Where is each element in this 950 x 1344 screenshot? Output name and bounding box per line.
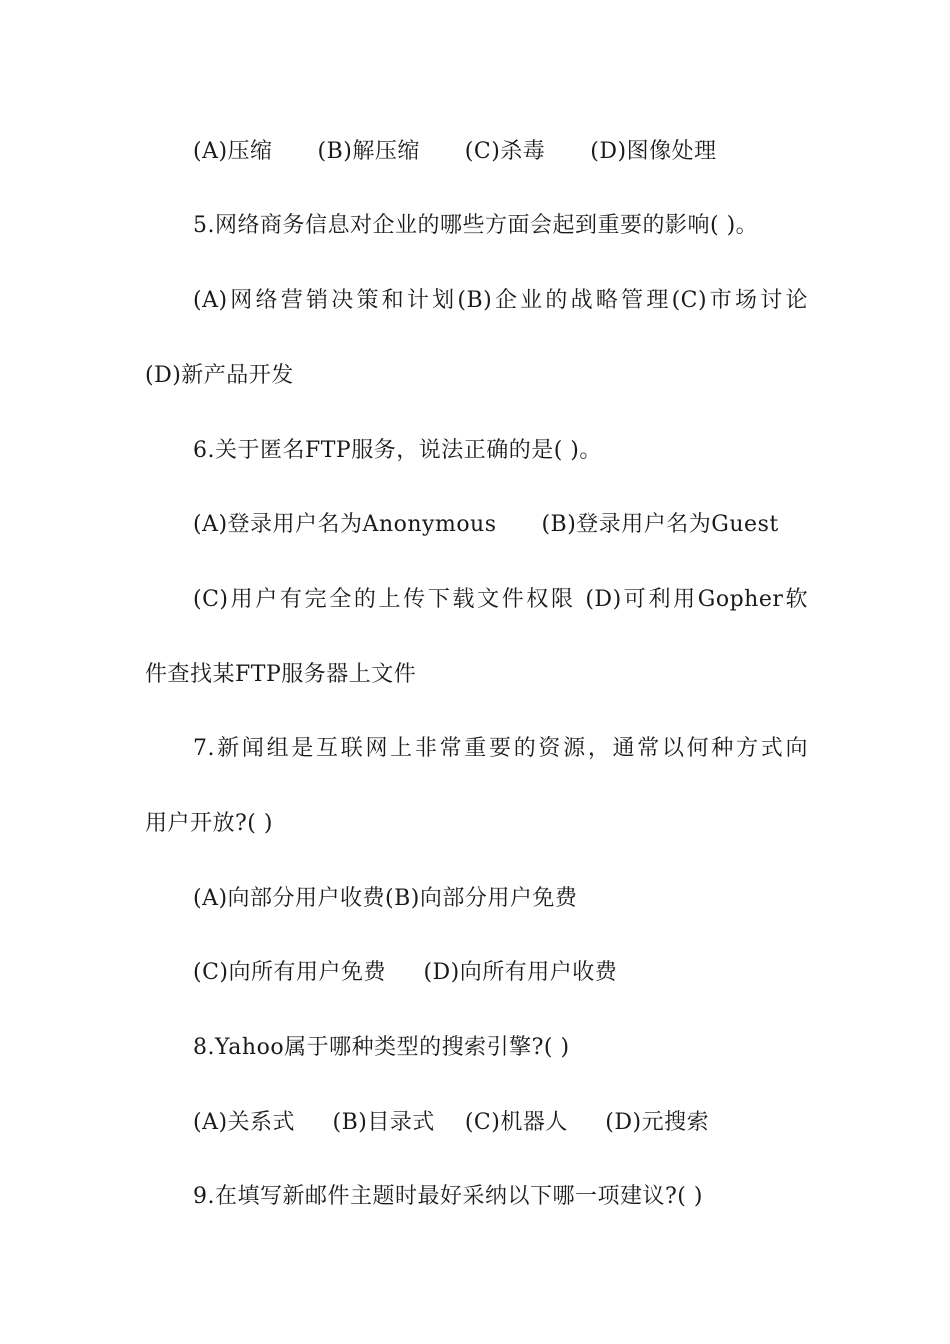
question-5-options-line-2: (D)新产品开发 <box>145 363 294 388</box>
question-4-options: (A)压缩 (B)解压缩 (C)杀毒 (D)图像处理 <box>193 139 717 164</box>
question-7-options-line-2: (C)向所有用户免费 (D)向所有用户收费 <box>193 960 618 985</box>
question-6-stem: 6.关于匿名FTP服务，说法正确的是( )。 <box>193 438 602 463</box>
question-6-options-line-1: (A)登录用户名为Anonymous (B)登录用户名为Guest <box>193 512 779 537</box>
question-6-options-line-3: 件查找某FTP服务器上文件 <box>145 662 417 687</box>
question-7-stem-line-2: 用户开放?( ) <box>145 811 273 836</box>
question-8-options: (A)关系式 (B)目录式 (C)机器人 (D)元搜索 <box>193 1110 710 1135</box>
question-7-options-line-1: (A)向部分用户收费(B)向部分用户免费 <box>193 886 578 911</box>
question-9-stem: 9.在填写新邮件主题时最好采纳以下哪一项建议?( ) <box>193 1184 703 1209</box>
question-6-options-line-2: (C)用户有完全的上传下载文件权限 (D)可利用Gopher软 <box>193 587 808 612</box>
question-7-stem-line-1: 7.新闻组是互联网上非常重要的资源，通常以何种方式向 <box>193 736 808 761</box>
question-5-options-line-1: (A)网络营销决策和计划(B)企业的战略管理(C)市场讨论 <box>193 288 808 313</box>
question-5-stem: 5.网络商务信息对企业的哪些方面会起到重要的影响( )。 <box>193 213 759 238</box>
question-8-stem: 8.Yahoo属于哪种类型的搜索引擎?( ) <box>193 1035 570 1060</box>
